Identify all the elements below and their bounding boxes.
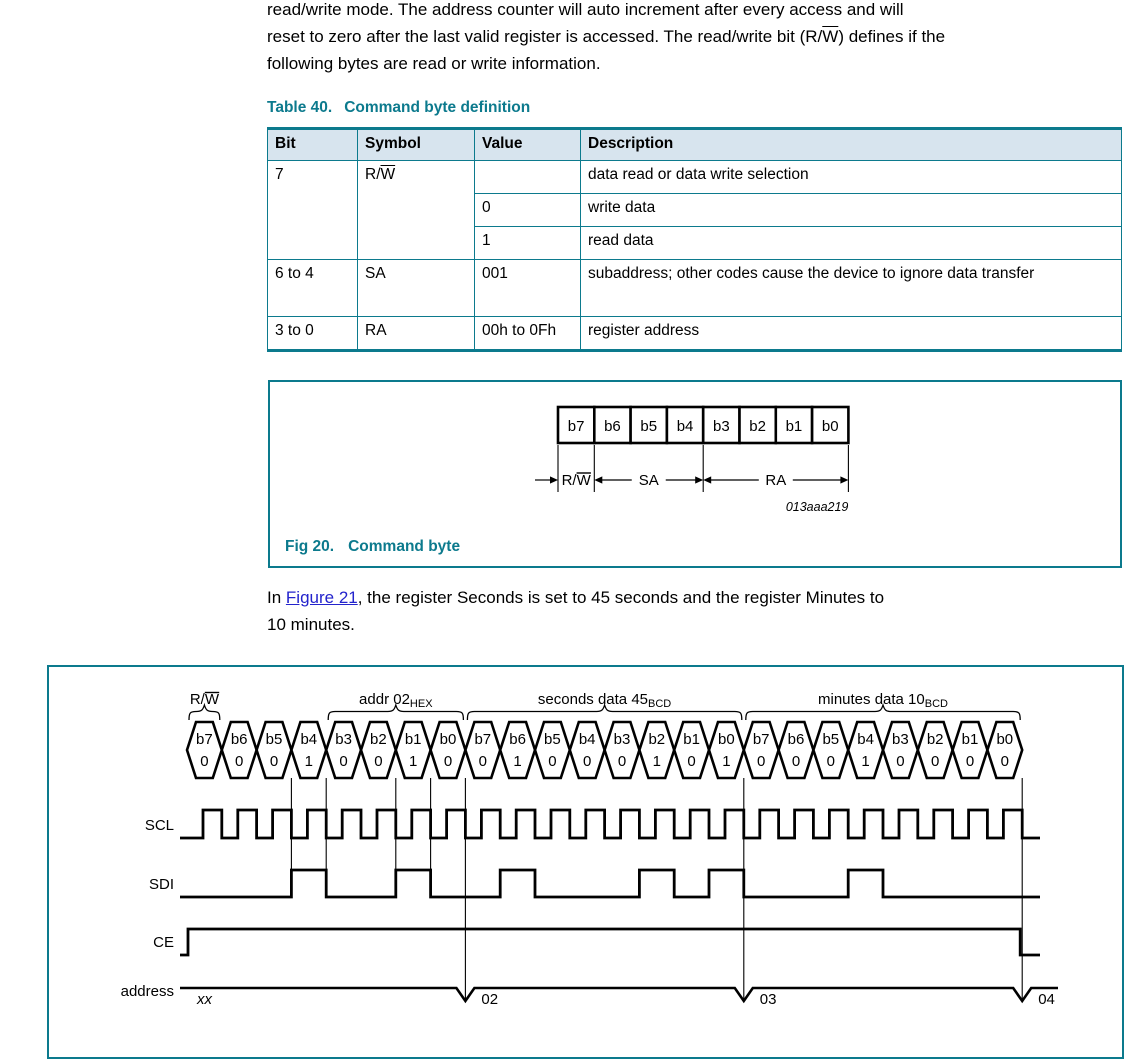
body-text: , the register Seconds is set to 45 seconds and the register Minutes to — [357, 588, 885, 607]
svg-text:0: 0 — [443, 753, 453, 770]
body-text: 10 minutes. — [267, 615, 355, 634]
svg-text:b5: b5 — [822, 731, 840, 748]
figure-21-link[interactable]: Figure 21 — [285, 588, 358, 607]
svg-text:0: 0 — [235, 753, 244, 770]
svg-text:b4: b4 — [300, 731, 318, 748]
svg-text:b2: b2 — [749, 418, 766, 435]
table-header-cell: Value — [475, 129, 581, 161]
fig20-command-byte-diagram — [270, 382, 1116, 536]
table-header-row — [268, 129, 1122, 161]
figure-number-label: Fig 20. — [285, 538, 335, 555]
svg-text:b2: b2 — [370, 731, 387, 748]
table-cell-value — [475, 161, 581, 194]
svg-text:b2: b2 — [648, 731, 666, 748]
svg-text:03: 03 — [759, 991, 777, 1008]
table-cell-desc: read data — [581, 227, 1122, 260]
table-row — [268, 161, 1122, 194]
svg-text:b7: b7 — [752, 731, 770, 748]
svg-text:b0: b0 — [821, 418, 839, 435]
svg-text:1: 1 — [513, 753, 522, 770]
svg-text:b1: b1 — [785, 418, 803, 435]
table-cell-desc: register address — [581, 317, 1122, 351]
svg-text:seconds data 45BCD: seconds data $45_{BCD}$ — [537, 691, 672, 710]
svg-text:b0: b0 — [996, 731, 1014, 748]
svg-text:b6: b6 — [787, 731, 805, 748]
svg-text:b4: b4 — [578, 731, 596, 748]
body-text-line — [267, 611, 884, 638]
fig20-box — [268, 380, 1122, 568]
table-number-label: Table 40. — [267, 99, 333, 116]
table-header-cell: Description — [581, 129, 1122, 161]
table-header-cell: Bit — [268, 129, 358, 161]
svg-text:R/W: R/W — [561, 472, 591, 489]
svg-text:b3: b3 — [613, 731, 631, 748]
svg-text:0: 0 — [791, 753, 801, 770]
svg-text:0: 0 — [339, 753, 348, 770]
svg-text:minutes data 10BCD: minutes data $10_{BCD}$ — [818, 691, 948, 710]
svg-text:0: 0 — [478, 753, 487, 770]
svg-text:013aaa219: 013aaa219 — [785, 500, 849, 514]
svg-text:04: 04 — [1038, 991, 1055, 1008]
svg-text:SCL: SCL — [144, 817, 174, 834]
svg-text:b0: b0 — [439, 731, 457, 748]
body-text-line — [267, 50, 945, 77]
symbol-overline-text: $\overline{W}$ — [380, 166, 396, 183]
table-row — [268, 317, 1122, 351]
svg-text:b3: b3 — [713, 418, 730, 435]
svg-text:b4: b4 — [676, 418, 694, 435]
svg-text:b6: b6 — [509, 731, 526, 748]
svg-text:b7: b7 — [567, 418, 585, 435]
table-40-title — [267, 99, 530, 117]
svg-text:b7: b7 — [196, 731, 213, 748]
table-cell-symbol: SA — [358, 260, 475, 317]
svg-text:0: 0 — [931, 753, 940, 770]
svg-text:0: 0 — [687, 753, 696, 770]
svg-text:0: 0 — [965, 753, 975, 770]
table-cell-bit: 6 to 4 — [268, 260, 358, 317]
svg-text:1: 1 — [304, 753, 313, 770]
table-cell-desc: write data — [581, 194, 1122, 227]
svg-text:1: 1 — [409, 753, 418, 770]
svg-text:b3: b3 — [892, 731, 909, 748]
svg-text:0: 0 — [374, 753, 383, 770]
table-cell-desc: subaddress; other codes cause the device to ignore data transfer — [581, 260, 1122, 317]
svg-text:b5: b5 — [265, 731, 283, 748]
svg-text:0: 0 — [200, 753, 209, 770]
body-text: In — [267, 588, 286, 607]
svg-text:b0: b0 — [718, 731, 735, 748]
figure21-paragraph — [267, 584, 884, 638]
svg-text:b5: b5 — [640, 418, 658, 435]
svg-text:b7: b7 — [474, 731, 492, 748]
svg-text:b6: b6 — [604, 418, 621, 435]
svg-text:0: 0 — [269, 753, 279, 770]
svg-text:0: 0 — [826, 753, 835, 770]
symbol-text: R/ — [365, 166, 381, 183]
svg-text:0: 0 — [896, 753, 905, 770]
svg-text:address: address — [120, 983, 174, 1000]
rw-overline-text: $\overline{W}$ — [822, 27, 839, 46]
body-text: ) defines if the — [838, 27, 946, 46]
svg-text:1: 1 — [652, 753, 661, 770]
svg-text:addr 02HEX: addr $02_{HEX}$ — [359, 691, 433, 710]
svg-text:0: 0 — [617, 753, 627, 770]
svg-text:SDI: SDI — [148, 876, 174, 893]
fig21-timing-diagram — [49, 667, 1118, 1053]
svg-text:0: 0 — [757, 753, 766, 770]
svg-text:0: 0 — [583, 753, 592, 770]
table-title-text: Command byte definition — [344, 99, 531, 116]
body-text: read/write mode. The address counter will auto increment after every access and will — [267, 0, 904, 19]
svg-text:b6: b6 — [230, 731, 248, 748]
body-text-line — [267, 584, 884, 611]
svg-text:b3: b3 — [335, 731, 352, 748]
body-text-line — [267, 0, 945, 23]
svg-text:xx: xx — [197, 991, 212, 1008]
fig20-caption — [285, 538, 460, 556]
svg-text:b1: b1 — [961, 731, 979, 748]
table-cell-value: 0 — [475, 194, 581, 227]
svg-text:b5: b5 — [544, 731, 561, 748]
table-header-cell: Symbol — [358, 129, 475, 161]
table-cell-bit: 3 to 0 — [268, 317, 358, 351]
svg-text:RA: RA — [765, 472, 787, 489]
body-text-line — [267, 23, 945, 50]
command-byte-table — [267, 127, 1122, 352]
svg-text:b1: b1 — [404, 731, 422, 748]
svg-text:R/W: R/W — [189, 691, 219, 708]
table-cell-symbol — [358, 161, 475, 260]
svg-text:b4: b4 — [857, 731, 874, 748]
figure-caption-text: Command byte — [348, 538, 461, 555]
body-text: reset to zero after the last valid register is accessed. The read/write bit (R/ — [267, 27, 823, 46]
svg-text:SA: SA — [638, 472, 659, 489]
table-cell-value: 00h to 0Fh — [475, 317, 581, 351]
svg-text:b2: b2 — [926, 731, 944, 748]
table-cell-symbol: RA — [358, 317, 475, 351]
svg-text:0: 0 — [548, 753, 557, 770]
intro-paragraph — [267, 0, 945, 77]
table-cell-desc: data read or data write selection — [581, 161, 1122, 194]
table-row — [268, 260, 1122, 317]
body-text: following bytes are read or write information. — [267, 54, 601, 73]
svg-text:0: 0 — [1000, 753, 1009, 770]
table-cell-value: 001 — [475, 260, 581, 317]
svg-text:1: 1 — [861, 753, 870, 770]
svg-text:1: 1 — [722, 753, 731, 770]
table-cell-bit: 7 — [268, 161, 358, 260]
fig21-box — [47, 665, 1124, 1059]
svg-text:CE: CE — [153, 934, 174, 951]
svg-text:02: 02 — [481, 991, 499, 1008]
table-cell-value: 1 — [475, 227, 581, 260]
svg-text:b1: b1 — [683, 731, 700, 748]
